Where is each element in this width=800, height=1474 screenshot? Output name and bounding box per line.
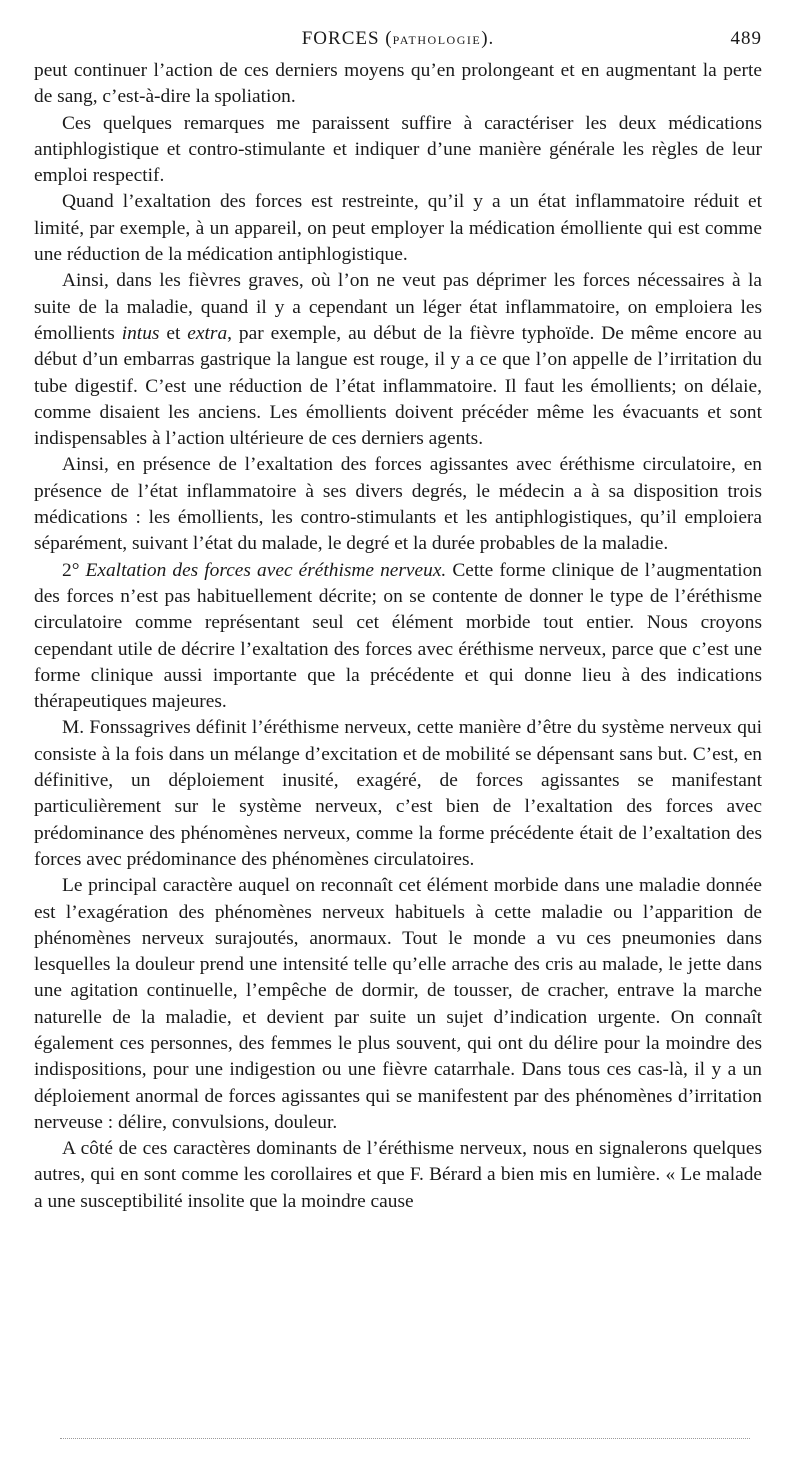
running-title-paren-close: ). bbox=[481, 28, 495, 49]
running-title-subject: PATHOLOGIE bbox=[392, 33, 482, 47]
page-number: 489 bbox=[730, 28, 762, 49]
paragraph-7: M. Fonssagrives définit l’éréthisme nerveux, cette manière d’être du système nerveux qui consiste à la fois dans un mélange d’excitation et de mobilité se dépensant sans but. C’est, en définitive, un déploiement inusité, exagéré, de forces agissantes se manifestant particulièrement sur le système nerveux, c’est bien de l’exaltation des forces avec prédominance des phénomènes nerveux, comme la forme précédente était de l’exaltation des forces avec prédominance des phénomènes circulatoires. bbox=[34, 717, 762, 870]
section-heading: Exaltation des forces avec éréthisme nerveux. bbox=[85, 559, 447, 581]
paragraph-8: Le principal caractère auquel on reconnaît cet élément morbide dans une maladie donnée est l’exagération des phénomènes nerveux habituels à cette maladie ou l’apparition de phénomènes nerveux surajoutés, anormaux. Tout le monde a vu ces pneumonies dans lesquelles la douleur prend une intensité telle qu’elle arrache des cris au malade, le jette dans une agitation continuelle, l’empêche de dormir, de tousser, de cracher, entrave la marche naturelle de la maladie, et devient par suite un sujet d’indication urgente. On connaît également ces personnes, des femmes le plus souvent, qui ont du délire pour la moindre des indispositions, pour une indigestion ou une fièvre catarrhale. Dans tous ces cas-là, il y a un déploiement anormal de forces agissantes qui se manifestent par des phénomènes d’irritation nerveuse : délire, convulsions, douleur. bbox=[34, 875, 762, 1133]
book-page bbox=[34, 28, 762, 1215]
paragraph-9: A côté de ces caractères dominants de l’éréthisme nerveux, nous en signalerons quelques autres, qui en sont comme les corollaires et que F. Bérard a bien mis en lumière. « Le malade a une susceptibilité insolite que la moindre cause bbox=[34, 1138, 762, 1212]
running-title bbox=[34, 28, 762, 50]
paragraph-4-italic-intus: intus bbox=[121, 322, 160, 344]
paragraph-4-italic-extra: extra bbox=[187, 322, 228, 344]
paragraph-5: Ainsi, en présence de l’exaltation des forces agissantes avec éréthisme circulatoire, en présence de l’état inflammatoire à ses divers degrés, le médecin a à sa disposition trois médications : les émollients, les contro-stimulants et les antiphlogistiques, qu’il emploiera séparément, suivant l’état du malade, le degré et la durée probables de la maladie. bbox=[34, 454, 762, 555]
paragraph-6 bbox=[34, 558, 762, 716]
text-body bbox=[34, 58, 762, 1215]
footer-dotted-rule bbox=[60, 1438, 750, 1439]
running-title-main: FORCES bbox=[301, 28, 380, 49]
paragraph-4-part-2: et bbox=[159, 322, 188, 344]
paragraph-4-part-1: Ainsi, dans les fièvres graves, où l’on ne veut pas déprimer les forces nécessaires à la suite de la maladie, quand il y a cependant un léger état inflammatoire, on emploiera les émollients bbox=[34, 270, 762, 344]
paragraph-1: peut continuer l’action de ces derniers moyens qu’en prolongeant et en augmentant la perte de sang, c’est-à-dire la spoliation. bbox=[34, 60, 762, 108]
paragraph-4-part-3: , par exemple, au début de la fièvre typhoïde. De même encore au début d’un embarras gastrique la langue est rouge, il y a ce que l’on appelle de l’irritation du tube digestif. C’est une réduction de l’état inflammatoire. Il faut les émollients; on délaie, comme disaient les anciens. Les émollients doivent précéder même les évacuants et sont indispensables à l’action ultérieure de ces derniers agents. bbox=[34, 322, 762, 450]
paragraph-3: Quand l’exaltation des forces est restreinte, qu’il y a un état inflammatoire réduit et limité, par exemple, à un appareil, on peut employer la médication émolliente qui est comme une réduction de la médication antiphlogistique. bbox=[34, 191, 762, 266]
paragraph-4 bbox=[34, 268, 762, 452]
running-title-paren-open: ( bbox=[379, 28, 393, 49]
paragraph-6-text: Cette forme clinique de l’augmentation des forces n’est pas habituellement décrite; on se contente de donner le type de l’éréthisme circulatoire comme représentant seul cet élément morbide tout entier. Nous croyons cependant utile de décrire l’exaltation des forces avec éréthisme nerveux, parce que c’est une forme clinique aussi importante que la précédente et qui donne lieu à des indications thérapeutiques majeures. bbox=[34, 559, 762, 713]
running-head bbox=[34, 28, 762, 58]
section-number: 2° bbox=[62, 559, 86, 581]
paragraph-2: Ces quelques remarques me paraissent suffire à caractériser les deux médications antiphlogistique et contro-stimulante et indiquer d’une manière générale les règles de leur emploi respectif. bbox=[34, 112, 762, 187]
